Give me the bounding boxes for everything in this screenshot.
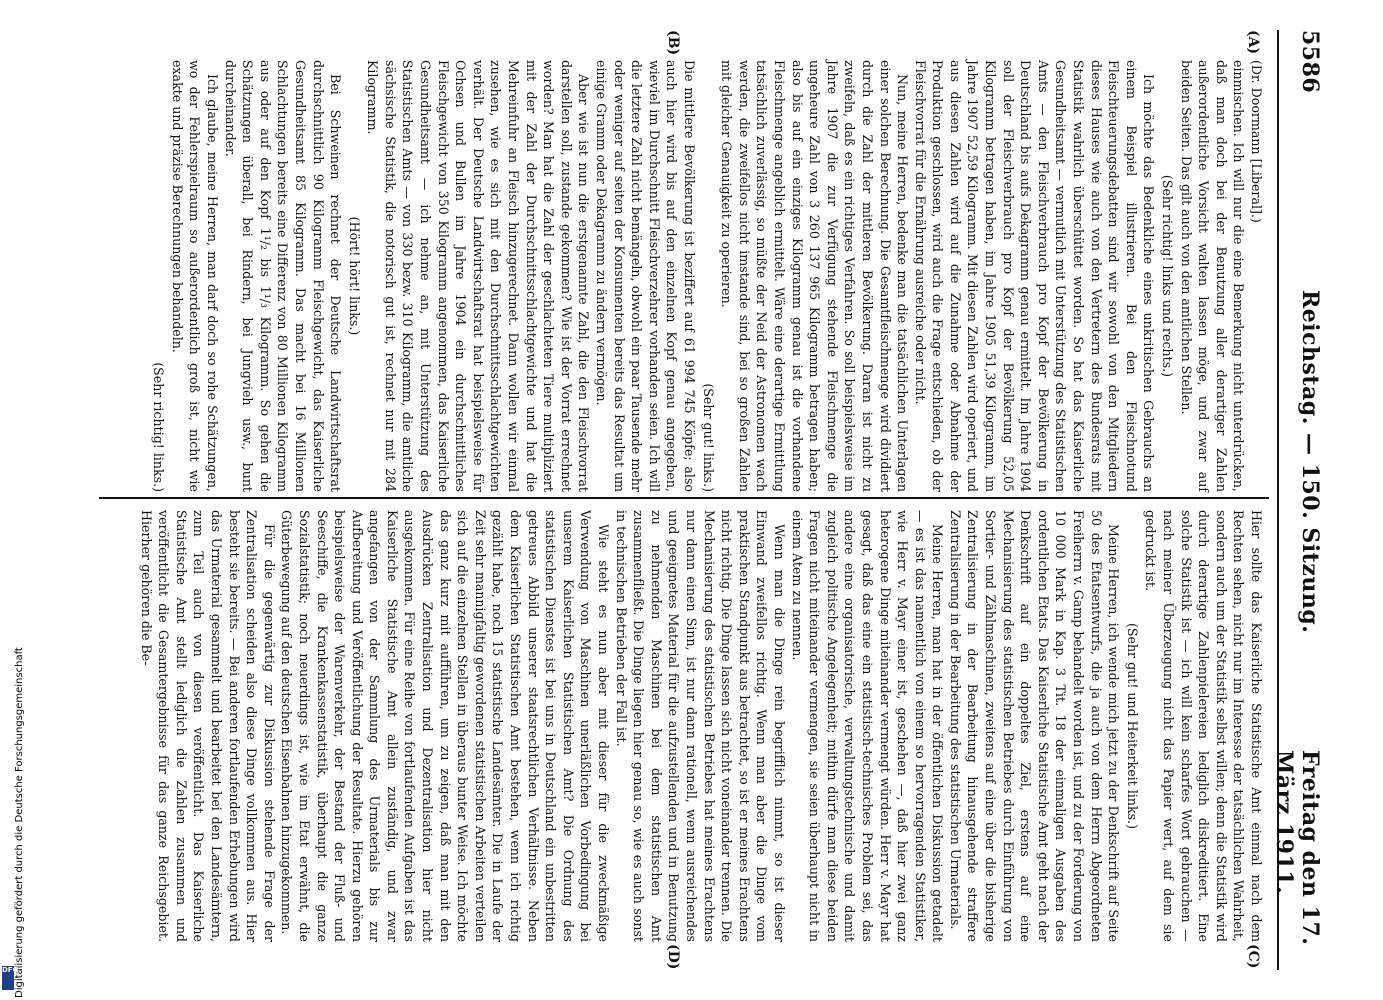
paragraph: Ich möchte das Bedenkliche eines unkritischen Gebrauchs an einem Beispiel illustrieren. Bei den Fleischnotund Fleischteuerungsdebatten sind wir sowohl von den Mitgliedern dieses Hauses wie auch von den Vertretern des Bundesrats mit Statistik wahrlich überschüttet worden. So hat das Kaiserliche Gesundheitsamt — vermutlich mit Unterstützung des Statistischen Amts — den Fleischverbrauch pro Kopf der Bevölkerung in Deutschland bis aufs Dekagramm genau ermittelt. Im Jahre 1904 soll der Fleischverbrauch pro Kopf der Bevölkerung 52,05 Kilogramm betragen haben, im Jahre 1905 51,39 Kilogramm, im Jahre 1907 52,59 Kilogramm. Mit diesen Zahlen wird operiert, und aus diesen Zahlen wird auf die Zunahme oder Abnahme der Produktion geschlossen, wird auch die Frage entschieden, ob der Fleischvorrat für die Ernährung ausreiche oder nicht. xyxy=(912,60,1157,492)
column-separator xyxy=(99,497,1269,499)
paragraph: Bei Schweinen rechnet der Deutsche Landwirtschaftsrat durchschnittlich 90 Kilogramm Fleischgewicht, das Kaiserliche Gesundheitsamt 85 Kilogramm. Das macht bei 16 Millionen Schlachtungen bereits eine Differenz von 80 Millionen Kilogramm aus oder auf den Kopf 1¹/₂ bis 1¹/₃ Kilogramm. So gehen die Schätzungen überall, bei Rindern, bei Jungvieh usw., bunt durcheinander. xyxy=(222,60,344,492)
dfg-logo-text: DFG xyxy=(2,966,19,974)
interjection: (Sehr richtig! links und rechts.) xyxy=(1160,174,1176,378)
margin-mark-b: (B) xyxy=(665,30,681,56)
paragraph: Wie steht es nun aber mit dieser für die zweckmäßige Verwendung von Maschinen unerläßlichen Vorbedingung bei unserem Kaiserlichen Statistischen Amt? Die Ordnung des statistischen Dienstes ist bei uns in Deutschland ein unbestritten getreues Abbild unserer staatsrechtlichen Verhältnisse. Neben dem Kaiserlichen Statistischen Amt bestehen, wenn ich richtig gezählt habe, noch 15 statistische Landesämter. Die in Laufe der Zeit sehr mannigfaltig gewordenen statistischen Arbeiten verteilen sich auf die einzelnen Stellen in überaus bunter Weise. Ich möchte das ganz kurz mit aufführen, um zu zeigen, daß man mit den Ausdrücken Zentralisation und Dezentralisation hier nicht ausgekommen. Für eine Reihe von fortlaufenden Aufgaben ist das Kaiserliche Statistische Amt allein zuständig, und zwar angefangen von der Sammlung des Urmaterials bis zur Aufbereitung und Veröffentlichung der Resultate. Hierzu gehören beispielsweise der Warenverkehr, der Bestand der Fluß- und Seeschiffe, die Krankenkassenstatistik, überhaupt die ganze Sozialstatistik; noch neuerdings ist, wie im Etat erwähnt, die Güterbewegung auf den deutschen Eisenbahnen hinzugekommen. xyxy=(279,510,612,942)
page-header xyxy=(1271,30,1323,970)
credit-strip xyxy=(0,0,25,1000)
paragraph: einmischen. Ich will nur die eine Bemerkung nicht unterdrücken, daß man doch bei der Benutzung aller derartiger Zahlen außerordentliche Vorsicht walten lassen möge, und zwar auf beiden Seiten. Das gilt auch von den amtlichen Stellen. xyxy=(1178,60,1247,492)
paragraph: Für die gegenwärtig zur Diskussion stehende Frage der Zentralisation scheiden also diese Dinge vollkommen aus. Hier besteht sie bereits. — Bei anderen fortlaufenden Erhebungen wird das Urmaterial gesammelt und bearbeitet bei den Landesämtern, zum Teil auch von diesen veröffentlicht. Das Kaiserliche Statistische Amt stellt lediglich die Zahlen zusammen und veröffentlicht die Gesamtergebnisse für das ganze Reichsgebiet. Hierher gehören die Be- xyxy=(138,510,277,942)
paragraph: Die mittlere Bevölkerung ist beziffert auf 61 994 745 Köpfe; also auch hier wird bis auf den einzelnen Kopf genau angegeben, wieviel im Durchschnitt Fleischverzehrer vorhanden seien. Ich will die letztere Zahl nicht bemängeln, obwohl ein paar Tausende mehr oder weniger auf seiten der Konsumenten bereits das Resultat um einige Gramm oder Dekagramm zu ändern vermögen. xyxy=(594,60,697,492)
paragraph: Nun, meine Herren, bedenke man die tatsächlichen Unterlagen einer solchen Berechnung. Die Gesamtfleischmenge wird dividiert durch die Zahl der mittleren Bevölkerung. Daran ist nicht zu zweifeln, daß es ein richtiges Verfahren. So soll beispielsweise im Jahre 1907 die zur Verfügung stehende Fleischmenge die ungeheure Zahl von 3 260 137 965 Kilogramm betragen haben; also bis auf ein einziges Kilogramm genau ist die vorhandene Fleischmenge angeblich ermittelt. Wäre eine derartige Ermittlung tatsächlich zuverlässig, so müßte der Neid der Astronomen wach werden, die zweifellos nicht imstande sind, bei so großen Zahlen mit gleicher Genauigkeit zu operieren. xyxy=(719,60,911,492)
paragraph: Wenn man die Dinge rein begrifflich nimmt, so ist dieser Einwand zweifellos richtig. Wenn man aber die Dinge vom praktischen Standpunkt aus betrachtet, so ist er meines Erachtens nicht richtig. Die Dinge lassen sich nicht voneinander trennen. Die Mechanisierung des statistischen Betriebes hat meines Erachtens nur dann einen Sinn, ist nur dann rationell, wenn ausreichendes und geeignetes Material für die aufzustellenden und in Benutzung zu nehmenden Maschinen bei dem statistischen Amt zusammenfließt. Die Dinge liegen hier genau so, wie es auch sonst in technischen Betrieben der Fall ist. xyxy=(613,510,787,942)
margin-mark-a: (A) xyxy=(1245,30,1261,55)
margin-mark-c: (C) xyxy=(1245,944,1261,969)
page-number: 5586 xyxy=(1297,30,1323,94)
header-rule xyxy=(1277,30,1279,970)
paragraph: Meine Herren, ich wende mich jetzt zu der Denkschrift auf Seite 50 des Etatsentwurfs, die ja auch von dem Herrn Abgeordneten Freiherrn v. Gamp behandelt worden ist, und zu der Forderung von 10 000 Mark in Kap. 3 Tit. 18 der einmaligen Ausgaben des ordentlichen Etats. Das Kaiserliche Statistische Amt geht nach der Denkschrift auf ein doppeltes Ziel, erstens auf eine Mechanisierung des statistischen Betriebes durch Einführung von Sortier- und Zählmaschinen, zweitens auf eine über die bisherige Zentralisierung in der Bearbeitung hinausgehende straffere Zentralisierung in der Bearbeitung des statistischen Urmaterials. xyxy=(947,510,1122,942)
rotated-page xyxy=(41,0,1341,1000)
interjection: (Hört! hört! links.) xyxy=(346,216,362,336)
header-title: Reichstag. — 150. Sitzung. xyxy=(1297,290,1323,634)
paragraph: Ich glaube, meine Herren, man darf doch so rohe Schätzungen, wo der Fehlerspielraum so außerordentlich groß ist, nicht wie exakte und präzise Berechnungen behandeln. xyxy=(169,60,220,492)
margin-mark-d: (D) xyxy=(665,944,681,970)
paragraph: (Dr. Doormann [Liberal].) xyxy=(1249,60,1264,223)
paragraph: Meine Herren, man hat in der öffentlichen Diskussion getadelt — es ist das namentlich von einem so hervorragenden Statistiker, wie Herr v. Mayr einer ist, geschehen —, daß hier zwei ganz heterogene Dinge miteinander vermengt würden. Herr v. Mayr hat gesagt, daß das eine ein statistisch-technisches Problem sei, das andere eine organisatorische, verwaltungstechnische und damit zugleich politische Angelegenheit; mithin dürfe man diese beiden Fragen nicht miteinander vermengen, sie seien überhaupt nicht in einem Atem zu nennen. xyxy=(789,510,946,942)
dfg-logo xyxy=(2,966,19,990)
left-column xyxy=(149,60,1265,492)
credit-text: Digitalisierung gefördert durch die Deutsche Forschungsgemeinschaft xyxy=(14,647,25,998)
right-column xyxy=(137,510,1265,942)
interjection: (Sehr gut! und Heiterkeit links.) xyxy=(1124,622,1140,830)
paragraph: Hier sollte das Kaiserliche Statistische Amt einmal nach dem Rechten sehen, nicht nur im Interesse der tatsächlichen Wahrheit, sondern auch um der Statistik selbst willen; denn die Statistik wird durch derartige Zahlenpielereien lediglich diskreditiert. Eine solche Statistik ist — ich will kein scharfes Wort gebrauchen — nach meiner Überzeugung nicht das Papier wert, auf dem sie gedruckt ist. xyxy=(1143,510,1264,942)
header-date: Freitag den 17. März 1911. xyxy=(1271,750,1323,946)
interjection: (Sehr richtig! links.) xyxy=(151,362,167,492)
interjection: (Sehr gut! links.) xyxy=(700,383,716,492)
paragraph: Aber wie ist nun die erstgenannte Zahl, die den Fleischvorrat darstellen soll, zustande gekommen? Wie ist der Vorrat errechnet worden? Man hat die Zahl der geschlachteten Tiere multipliziert mit der Zahl der Durchschnittsschlachtgewichte und hat die Mehreinfuhr an Fleisch hinzugerechnet. Dann wollen wir einmal zusehen, wie es sich mit den Durchschnittsschlachtgewichten verhält. Der Deutsche Landwirtschaftsrat hat beispielsweise für Ochsen und Bullen im Jahre 1904 ein durchschnittliches Fleischgewicht von 350 Kilogramm angenommen, das Kaiserliche Gesundheitsamt — ich nehme an, mit Unterstützung des Statistischen Amts — von 330 bezw. 310 Kilogramm, die amtliche sächsische Statistik, die notorisch gut ist, rechnet nur mit 284 Kilogramm. xyxy=(365,60,592,492)
